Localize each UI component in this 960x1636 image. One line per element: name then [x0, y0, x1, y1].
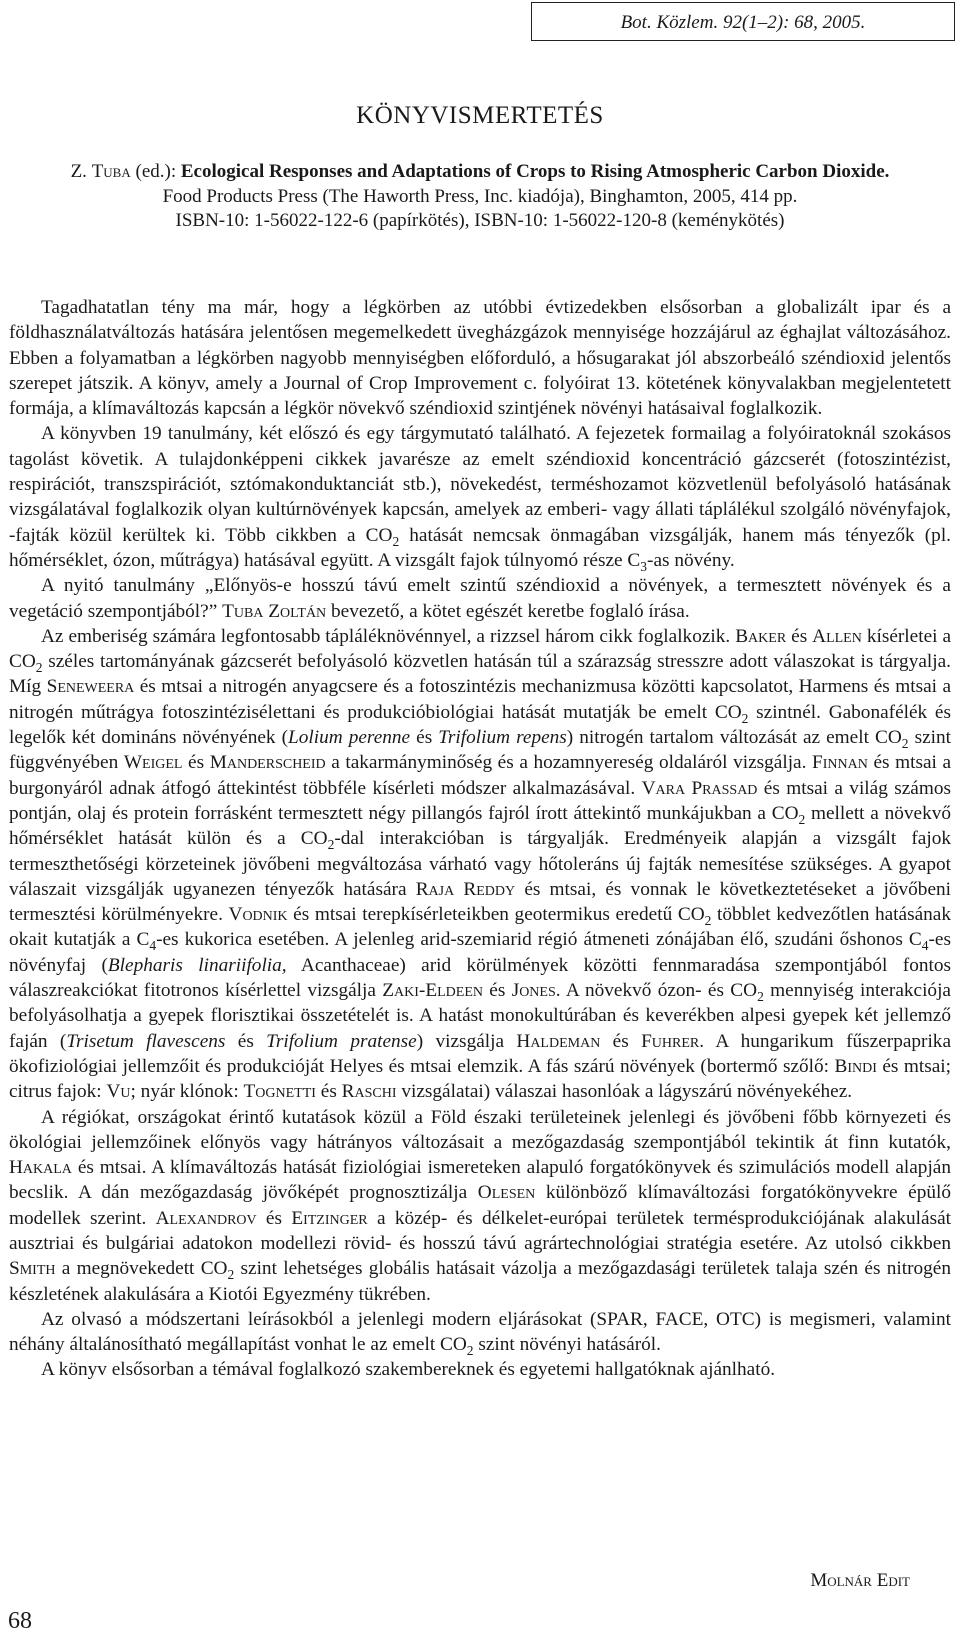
- author-name: Manderscheid: [209, 752, 326, 774]
- text-run: -dal interakcióban is tárgyalják. Eredményeik alapján a vizsgált fajok termeszthetőségi körzeteinek jövőbeni megváltozása várható vagy hőtoleráns új fajták nemesítése szükséges. A gyapot válaszait vizsgálják ugyanezen tényezők hatására: [9, 828, 951, 900]
- text-run: . A növekvő ózon- és CO: [555, 980, 758, 1002]
- journal-reference: Bot. Közlem. 92(1–2): 68, 2005.: [620, 12, 866, 33]
- subscript: 2: [798, 811, 806, 827]
- text-run: és mtsai a nitrogén anyagcsere és a fotoszintézis mechanizmusa közötti kapcsolatot, Harmens és mtsai a nitrogén műtrágya fotoszintézisélettani és produkcióbiológiai hatását mutatják be emelt CO: [9, 676, 952, 723]
- text-run: -es növényfaj (: [9, 929, 951, 976]
- text-run: és mtsai; citrus fajok:: [9, 1055, 951, 1103]
- subscript: 2: [227, 1267, 235, 1283]
- text-run: Acanthaceae) arid körülmények közötti fennmaradása szempontjából fontos válaszreakciókat fitotronos kísérlettel vizsgálja: [9, 954, 951, 1002]
- citation-isbn: ISBN-10: 1-56022-122-6 (papírkötés), ISBN-10: 1-56022-120-8 (keménykötés): [175, 210, 785, 231]
- text-run: szint függvényében: [9, 727, 951, 774]
- text-run: és: [182, 752, 210, 774]
- paragraph-6-text-b: szint növényi hatásáról.: [473, 1334, 661, 1356]
- author-name: Alexandrov: [155, 1207, 257, 1229]
- text-run: -es kukorica esetében. A jelenleg arid-szemiarid régió átmeneti zónájában élő, szudáni őshonos C: [156, 929, 922, 951]
- paragraph-4: [9, 624, 951, 1105]
- author-name: Raschi: [341, 1081, 397, 1103]
- author-name: Raja Reddy: [415, 878, 516, 900]
- author-name: Bindi: [834, 1055, 877, 1077]
- text-run: és: [483, 980, 512, 1002]
- author-name: Olesen: [477, 1182, 536, 1204]
- author-name: Finnan: [812, 752, 868, 774]
- subscript: 2: [327, 837, 335, 853]
- paragraph-3-author: Tuba Zoltán: [222, 600, 327, 622]
- author-name: Vara Prassad: [641, 777, 758, 799]
- subscript: 2: [741, 710, 749, 726]
- species-name: Blepharis linariifolia,: [107, 954, 287, 976]
- citation-book-title: Ecological Responses and Adaptations of Crops to Rising Atmospheric Carbon Dioxide.: [180, 161, 890, 182]
- text-run: és mtsai a világ számos pontján, olaj és protein forrásként termesztett négy pillangós fajról írott áttekintő munkájukban a CO: [9, 777, 951, 824]
- author-name: Allen: [812, 625, 862, 647]
- journal-reference-box: [531, 2, 955, 41]
- review-body: [9, 295, 951, 1383]
- subscript: 2: [704, 912, 712, 928]
- text-run: mennyiség interakciója befolyásolhatja a gyepek florisztikai összetételét is. A hatást monokultúrában és keverékben alpesi gyepek két jellemző faján (: [9, 980, 951, 1052]
- text-run: Az emberiség számára legfontosabb tápláléknövénnyel, a rizzsel három cikk foglalkozik.: [41, 625, 736, 647]
- author-name: Fuhrer: [641, 1030, 700, 1052]
- citation-editor-note: (ed.):: [130, 161, 181, 182]
- subscript: 4: [149, 938, 157, 954]
- section-title: KÖNYVISMERTETÉS: [356, 102, 604, 129]
- text-run: ; nyár klónok:: [130, 1081, 244, 1103]
- citation-title-line: [0, 160, 960, 185]
- page-number: 68: [8, 1608, 32, 1634]
- paragraph-2-text-c: -as növény.: [647, 549, 735, 571]
- text-run: a takarmányminőség és a hozamnyereség oldaláról vizsgálja.: [325, 752, 813, 774]
- paragraph-2-text-b: hatását nemcsak önmagában vizsgálják, hanem más tényezők (pl. hőmérséklet, ózon, műtrágya) hatásával együtt. A vizsgált fajok túlnyomó része C: [9, 524, 951, 571]
- species-name: Trifolium repens: [438, 727, 567, 749]
- text-run: és mtsai. A klímaváltozás hatását fiziológiai ismereteken alapuló forgatókönyvek és szimulációs modell alapján becslik. A dán mezőgazdaság jövőképét prognosztizálja: [9, 1157, 951, 1204]
- text-run: vizsgálatai) válaszai hasonlóak a lágyszárú növényekéhez.: [396, 1081, 853, 1103]
- paragraph-2-text-a: A könyvben 19 tanulmány, két előszó és egy tárgymutató található. A fejezetek formailag a folyóiratoknál szokásos tagolást követik. A tulajdonképpeni cikkek javarésze az emelt széndioxid koncentráció gázcserét (fotoszintézist, respirációt, transzspirációt, sztómakonduktanciát stb.), növekedést, terméshozamot közvetlenül befolyásoló hatásának vizsgálatával foglalkozik olyan kultúrnövények kapcsán, amelyek az emberi- vagy állati táplálékul szolgáló növényfajok, -fajták közül kerültek ki. Több cikkben a CO: [9, 423, 951, 546]
- paragraph-3: [9, 573, 951, 624]
- text-run: és: [600, 1030, 642, 1052]
- text-run: ) vizsgálja: [416, 1030, 517, 1052]
- text-run: többlet kedvezőtlen hatásának okait kutatják a C: [9, 904, 951, 951]
- text-run: és mtsai terepkísérleteikben geotermikus eredetű CO: [287, 904, 705, 926]
- citation-author-surname: Tuba: [91, 161, 131, 182]
- text-run: és mtsai, és vonnak le következtetéseket a jövőbeni termesztési körülményekre.: [9, 878, 952, 926]
- text-run: . A hungarikum fűszerpaprika ökofiziológiai jellemzőit és produkcióját Helyes és mtsai elemzik. A fás szárú növények (bortermő szőlő:: [9, 1030, 952, 1077]
- text-run: szint lehetséges globális hatásait vázolja a mezőgazdasági területek talaja szén és nitrogén készletének alakulására a Kiotói Egyezmény tükrében.: [9, 1258, 951, 1305]
- citation-publisher: Food Products Press (The Haworth Press, Inc. kiadója), Binghamton, 2005, 414 pp.: [162, 185, 798, 207]
- text-run: különböző klímaváltozási forgatókönyvekre épülő modellek szerint.: [9, 1182, 951, 1229]
- author-name: Zaki-Eldeen: [382, 980, 483, 1002]
- species-name: Trifolium pratense: [266, 1030, 417, 1052]
- subscript: 2: [466, 1343, 474, 1359]
- text-run: és mtsai a burgonyáról adnak átfogó áttekintést többféle kísérleti módszer alkalmazásával.: [9, 752, 952, 799]
- author-name: Vu: [106, 1081, 131, 1103]
- paragraph-1: Tagadhatatlan tény ma már, hogy a légkörben az utóbbi évtizedekben elsősorban a globalizált ipar és a földhasználatváltozás hatására jelentősen megemelkedett üvegházgázok mennyisége hozzájárul az éghajlat változásához. Ebben a folyamatban a légkörben nagyobb mennyiségben előforduló, a hősugarakat jól abszorbeáló széndioxid jelentős szerepet játszik. A könyv, amely a Journal of Crop Improvement c. folyóirat 13. kötetének könyvalakban megjelentetett formája, a klímaváltozás kapcsán a légkör növekvő széndioxid szintjének növényi hatásaival foglalkozik.: [9, 297, 951, 420]
- author-name: Haldeman: [516, 1030, 601, 1052]
- book-citation: [0, 160, 960, 234]
- author-name: Baker: [735, 625, 787, 647]
- text-run: kísérletei a CO: [9, 625, 952, 673]
- author-name: Weigel: [123, 752, 183, 774]
- text-run: szintnél. Gabonafélék és legelők két domináns növényének (: [9, 701, 951, 749]
- author-name: Tognetti: [243, 1081, 316, 1103]
- subscript: 2: [35, 660, 43, 676]
- text-run: és: [225, 1030, 267, 1052]
- text-run: a megnövekedett CO: [55, 1258, 228, 1280]
- text-run: ) nitrogén tartalom változását az emelt CO: [566, 727, 902, 749]
- text-run: és: [786, 625, 813, 647]
- text-run: a közép- és délkelet-európai területek termésprodukciójának alakulását ausztriai és bulgáriai adatokon modellezi rövid- és hosszú távú agrártechnológiai stratégia esetére. Az utolsó cikkben: [9, 1207, 952, 1254]
- text-run: széles tartományának gázcserét befolyásoló közvetlen hatásán túl a szárazság stresszre adott válaszokat is tárgyalja. Míg: [9, 651, 951, 698]
- paragraph-5: [9, 1105, 951, 1307]
- subscript: 3: [640, 558, 648, 574]
- text-run: és: [256, 1207, 292, 1229]
- subscript: 2: [392, 533, 400, 549]
- text-run: mellett a növekvő hőmérséklet hatását külön és a CO: [9, 802, 951, 850]
- author-name: Eitzinger: [291, 1207, 368, 1229]
- author-name: Vodnik: [228, 904, 288, 926]
- author-name: Seneweera: [46, 676, 135, 698]
- species-name: Lolium perenne: [288, 727, 411, 749]
- citation-author-initial: Z.: [70, 161, 92, 182]
- subscript: 4: [921, 938, 929, 954]
- author-name: Smith: [9, 1258, 56, 1280]
- author-name: Hakala: [9, 1157, 72, 1179]
- paragraph-3-text-a: A nyitó tanulmány „Előnyös-e hosszú távú emelt szintű széndioxid a növények, a termesztett növények és a vegetáció szempontjából?”: [9, 575, 951, 622]
- subscript: 2: [757, 988, 764, 1004]
- reviewer-name: Molnár Edit: [810, 1570, 910, 1591]
- paragraph-3-text-b: bevezető, a kötet egészét keretbe foglaló írása.: [326, 600, 690, 622]
- species-name: Trisetum flavescens: [66, 1030, 226, 1052]
- paragraph-6-text-a: Az olvasó a módszertani leírásokból a jelenlegi modern eljárásokat (SPAR, FACE, OTC) is megismeri, valamint néhány általánosítható megállapítást vonhat le az emelt CO: [9, 1308, 951, 1356]
- text-run: és: [315, 1081, 342, 1103]
- text-run: A régiókat, országokat érintő kutatások közül a Föld északi területeinek jelenlegi és jövőbeni főbb környezeti és ökológiai jellemzőinek előnyös vagy hátrányos változásait a mezőgazdaság szempontjából tekintik át finn kutatók,: [9, 1106, 951, 1153]
- paragraph-7: A könyv elsősorban a témával foglalkozó szakembereknek és egyetemi hallgatóknak ajánlható.: [41, 1359, 776, 1381]
- subscript: 2: [901, 735, 909, 751]
- text-run: és: [410, 727, 439, 749]
- paragraph-2: [9, 421, 951, 573]
- paragraph-6: [9, 1307, 951, 1358]
- author-name: Jones: [511, 980, 556, 1002]
